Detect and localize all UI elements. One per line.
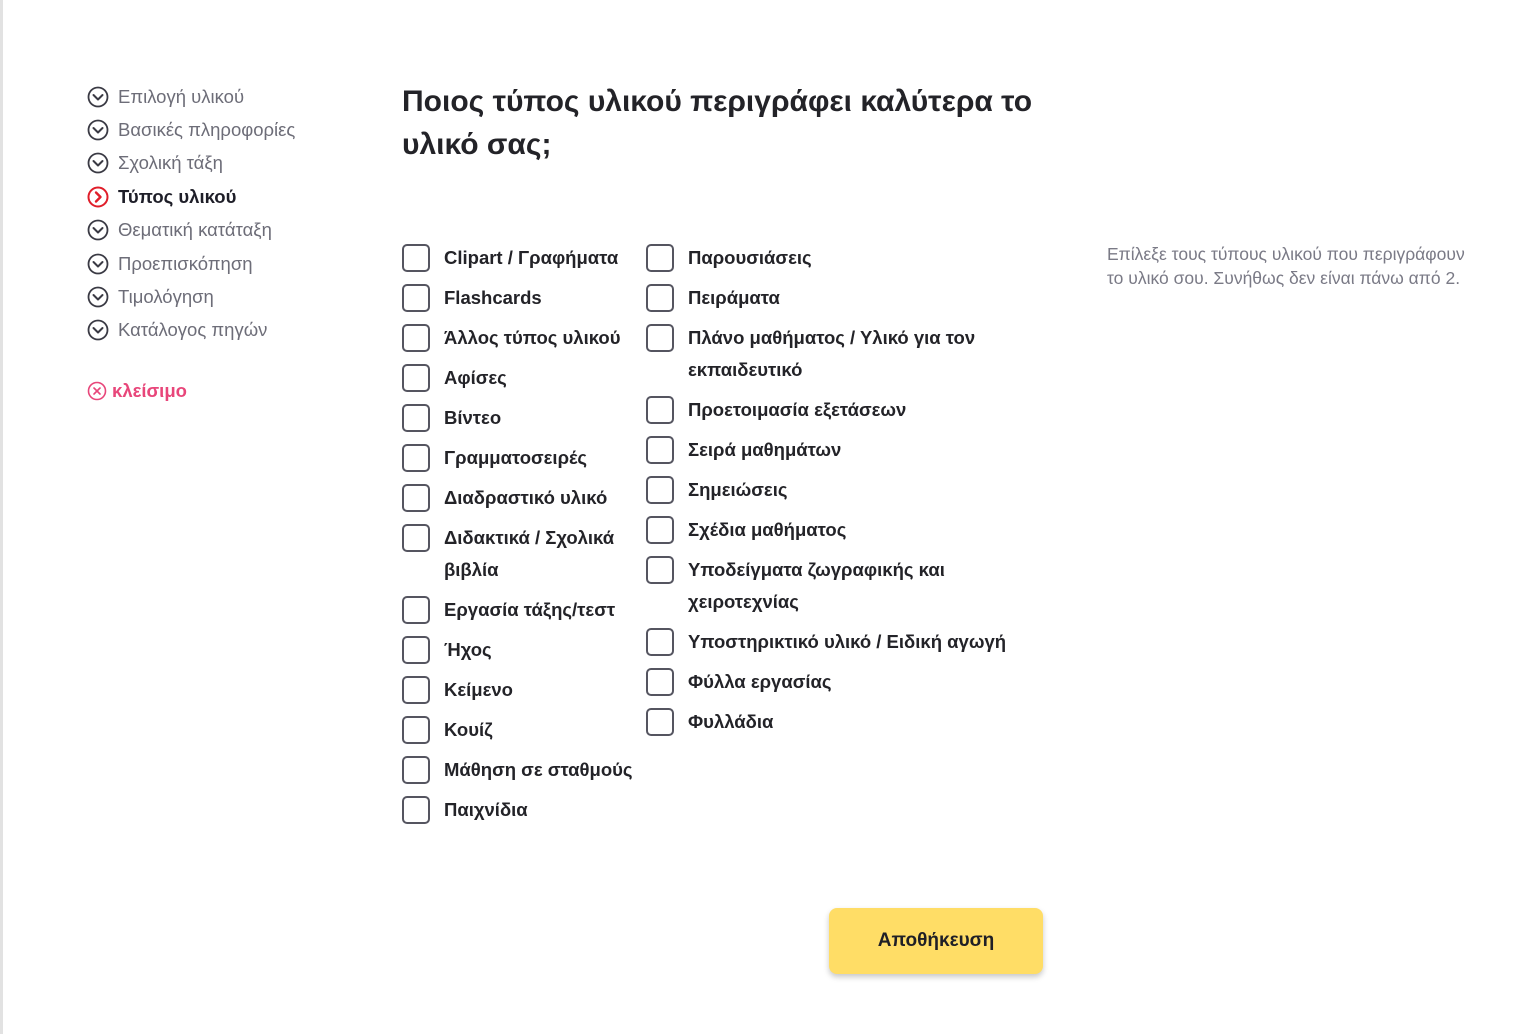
checkbox-label[interactable]: Ήχος	[444, 639, 492, 660]
sidebar-step-label: Τύπος υλικού	[118, 185, 237, 207]
material-type-options-column-1	[402, 242, 642, 834]
checkbox-box[interactable]	[402, 524, 430, 552]
material-type-checkbox[interactable]	[646, 706, 1036, 738]
checkbox-label[interactable]: Υποδείγματα ζωγραφικής και χειροτεχνίας	[688, 559, 945, 612]
checkbox-box[interactable]	[402, 284, 430, 312]
material-type-checkbox[interactable]	[646, 322, 1036, 386]
material-type-checkbox[interactable]	[402, 754, 642, 786]
checkbox-box[interactable]	[402, 796, 430, 824]
chevron-down-circle-icon	[87, 219, 109, 241]
material-type-checkbox[interactable]	[402, 442, 642, 474]
checkbox-box[interactable]	[646, 668, 674, 696]
checkbox-box[interactable]	[402, 244, 430, 272]
checkbox-box[interactable]	[402, 404, 430, 432]
material-type-checkbox[interactable]	[402, 674, 642, 706]
material-type-checkbox[interactable]	[402, 282, 642, 314]
checkbox-label[interactable]: Κείμενο	[444, 679, 513, 700]
checkbox-box[interactable]	[646, 476, 674, 504]
checkbox-label[interactable]: Κουίζ	[444, 719, 493, 740]
checkbox-label[interactable]: Βίντεο	[444, 407, 502, 428]
checkbox-box[interactable]	[646, 284, 674, 312]
checkbox-label[interactable]: Φυλλάδια	[688, 711, 774, 732]
checkbox-box[interactable]	[402, 636, 430, 664]
checkbox-box[interactable]	[402, 324, 430, 352]
checkbox-label[interactable]: Φύλλα εργασίας	[688, 671, 832, 692]
sidebar-step-label: Σχολική τάξη	[118, 152, 223, 174]
checkbox-label[interactable]: Παιχνίδια	[444, 799, 528, 820]
chevron-down-circle-icon	[87, 253, 109, 275]
material-type-checkbox[interactable]	[646, 554, 1036, 618]
checkbox-label[interactable]: Υποστηρικτικό υλικό / Ειδική αγωγή	[688, 631, 1007, 652]
checkbox-label[interactable]: Παρουσιάσεις	[688, 247, 812, 268]
sidebar-step-label: Κατάλογος πηγών	[118, 319, 268, 341]
sidebar-step-preview[interactable]	[87, 247, 377, 280]
material-type-checkbox[interactable]	[646, 434, 1036, 466]
checkbox-label[interactable]: Πειράματα	[688, 287, 780, 308]
material-type-checkbox[interactable]	[402, 482, 642, 514]
material-type-checkbox[interactable]	[646, 626, 1036, 658]
checkbox-box[interactable]	[646, 324, 674, 352]
page-title: Ποιος τύπος υλικού περιγράφει καλύτερα το υλικό σας;	[402, 85, 1033, 161]
help-text: Επίλεξε τους τύπους υλικού που περιγράφουν το υλικό σου. Συνήθως δεν είναι πάνω από 2.	[1107, 244, 1465, 288]
material-type-checkbox[interactable]	[402, 362, 642, 394]
material-type-checkbox[interactable]	[402, 594, 642, 626]
checkbox-box[interactable]	[402, 716, 430, 744]
material-type-options-column-2	[646, 242, 1036, 746]
checkbox-box[interactable]	[646, 516, 674, 544]
close-circle-icon	[87, 381, 107, 401]
sidebar-step-label: Προεπισκόπηση	[118, 252, 253, 274]
checkbox-box[interactable]	[402, 444, 430, 472]
sidebar-step-basic-info[interactable]	[87, 113, 377, 146]
checkbox-label[interactable]: Άλλος τύπος υλικού	[444, 327, 621, 348]
checkbox-label[interactable]: Γραμματοσειρές	[444, 447, 587, 468]
checkbox-box[interactable]	[646, 708, 674, 736]
material-type-checkbox[interactable]	[402, 322, 642, 354]
material-type-checkbox[interactable]	[646, 474, 1036, 506]
material-type-checkbox[interactable]	[646, 282, 1036, 314]
checkbox-label[interactable]: Σειρά μαθημάτων	[688, 439, 842, 460]
checkbox-label[interactable]: Αφίσες	[444, 367, 507, 388]
checkbox-label[interactable]: Πλάνο μαθήματος / Υλικό για τον εκπαιδευτικό	[688, 327, 976, 380]
sidebar-step-pricing[interactable]	[87, 280, 377, 313]
wizard-steps-sidebar	[87, 80, 377, 347]
chevron-right-circle-icon	[87, 186, 109, 208]
sidebar-step-thematic-classification[interactable]	[87, 214, 377, 247]
material-type-checkbox[interactable]	[402, 242, 642, 274]
chevron-down-circle-icon	[87, 86, 109, 108]
checkbox-label[interactable]: Διαδραστικό υλικό	[444, 487, 608, 508]
checkbox-box[interactable]	[646, 628, 674, 656]
material-type-checkbox[interactable]	[646, 514, 1036, 546]
checkbox-box[interactable]	[402, 676, 430, 704]
material-type-checkbox[interactable]	[646, 242, 1036, 274]
material-type-checkbox[interactable]	[402, 714, 642, 746]
checkbox-box[interactable]	[646, 436, 674, 464]
sidebar-step-label: Θεματική κατάταξη	[118, 219, 272, 241]
close-link[interactable]	[87, 380, 187, 402]
checkbox-label[interactable]: Clipart / Γραφήματα	[444, 247, 619, 268]
checkbox-label[interactable]: Εργασία τάξης/τεστ	[444, 599, 616, 620]
checkbox-box[interactable]	[402, 484, 430, 512]
material-type-checkbox[interactable]	[646, 666, 1036, 698]
material-type-checkbox[interactable]	[402, 794, 642, 826]
sidebar-step-label: Βασικές πληροφορίες	[118, 119, 296, 141]
chevron-down-circle-icon	[87, 319, 109, 341]
material-type-checkbox[interactable]	[402, 634, 642, 666]
page-left-border	[0, 0, 3, 1034]
sidebar-step-label: Επιλογή υλικού	[118, 85, 245, 107]
checkbox-box[interactable]	[646, 556, 674, 584]
checkbox-label[interactable]: Μάθηση σε σταθμούς	[444, 759, 633, 780]
chevron-down-circle-icon	[87, 152, 109, 174]
chevron-down-circle-icon	[87, 286, 109, 308]
checkbox-label[interactable]: Διδακτικά / Σχολικά βιβλία	[444, 527, 615, 580]
checkbox-box[interactable]	[402, 756, 430, 784]
checkbox-label[interactable]: Flashcards	[444, 287, 542, 308]
sidebar-step-school-grade[interactable]	[87, 147, 377, 180]
chevron-down-circle-icon	[87, 119, 109, 141]
save-button[interactable]: Αποθήκευση	[829, 908, 1043, 974]
material-type-checkbox[interactable]	[402, 522, 642, 586]
sidebar-step-label: Τιμολόγηση	[118, 286, 214, 308]
checkbox-box[interactable]	[646, 244, 674, 272]
checkbox-box[interactable]	[646, 396, 674, 424]
checkbox-box[interactable]	[402, 364, 430, 392]
checkbox-label[interactable]: Προετοιμασία εξετάσεων	[688, 399, 907, 420]
checkbox-box[interactable]	[402, 596, 430, 624]
checkbox-label[interactable]: Σημειώσεις	[688, 479, 788, 500]
close-label: κλείσιμο	[112, 380, 187, 401]
material-type-checkbox[interactable]	[402, 402, 642, 434]
material-type-checkbox[interactable]	[646, 394, 1036, 426]
sidebar-step-material-type[interactable]	[87, 180, 377, 213]
sidebar-step-sources-list[interactable]	[87, 314, 377, 347]
checkbox-label[interactable]: Σχέδια μαθήματος	[688, 519, 847, 540]
sidebar-step-material-selection[interactable]	[87, 80, 377, 113]
